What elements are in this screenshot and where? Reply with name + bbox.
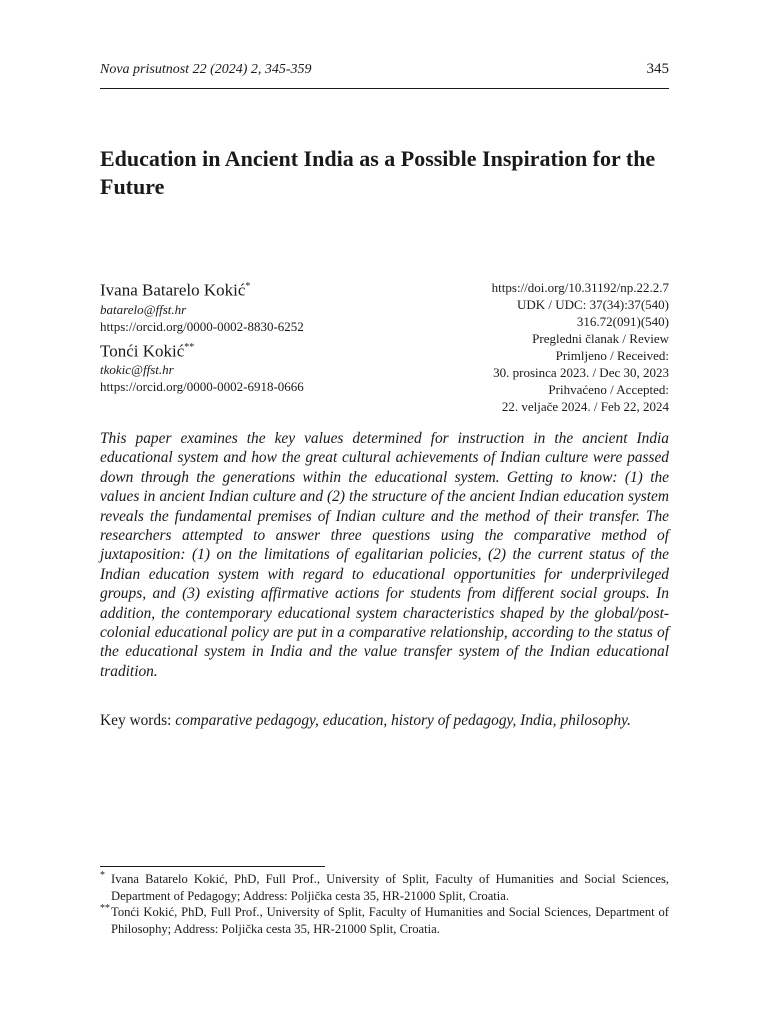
author-email[interactable]: tkokic@ffst.hr [100,362,174,378]
received-label: Primljeno / Received: [555,348,669,363]
author-name: Tonći Kokić** [100,341,195,361]
keywords [100,711,669,730]
author-email[interactable]: batarelo@ffst.hr [100,301,187,317]
author-1 [100,276,420,335]
author-name: Ivana Batarelo Kokić* [100,280,251,300]
footnote-1 [100,871,669,904]
footnotes [100,871,669,937]
received-date: 30. prosinca 2023. / Dec 30, 2023 [493,365,669,380]
footnote-mark: * [100,870,105,881]
author-orcid-link[interactable]: https://orcid.org/0000-0002-8830-6252 [100,318,304,334]
author-footnote-mark: * [245,281,251,292]
udk-line-1: UDK / UDC: 37(34):37(540) [516,297,669,312]
author-block [100,276,420,395]
author-2 [100,337,420,396]
footnote-divider [100,866,325,867]
article-metadata [409,279,669,415]
footnote-mark: ** [100,903,110,914]
article-title: Education in Ancient India as a Possible Inspiration for the Future [100,146,656,199]
running-header [100,60,669,89]
author-orcid-link[interactable]: https://orcid.org/0000-0002-6918-0666 [100,379,304,395]
accepted-date: 22. veljače 2024. / Feb 22, 2024 [501,399,669,414]
page-number: 345 [646,61,669,77]
footnote-text: Ivana Batarelo Kokić, PhD, Full Prof., University of Split, Faculty of Humanities and Social Sciences, Department of Pedagogy; Address: Poljička cesta 35, HR-21000 Split, Croatia. [111,872,669,903]
accepted-label: Prihvaćeno / Accepted: [548,382,669,397]
footnote-text: Tonći Kokić, PhD, Full Prof., University of Split, Faculty of Humanities and Social Sciences, Department of Philosophy; Address: Poljička cesta 35, HR-21000 Split, Croatia. [111,905,669,936]
udk-line-2: 316.72(091)(540) [576,314,669,329]
abstract: This paper examines the key values determined for instruction in the ancient India educational system and how the great cultural achievements of Indian culture were passed down through the generations within the educational system. Getting to know: (1) the values in ancient Indian culture and (2) the structure of the ancient Indian education system reveals the fundamental premises of Indian culture and the method of their transfer. The researchers attempted to answer three questions using the comparative method of juxtaposition: (1) on the limitations of egalitarian policies, (2) the current status of the Indian education system with regard to educational opportunities for underprivileged groups, and (3) existing affirmative actions for students from different social groups. In addition, the contemporary educational system characteristics shaped by the global/post-colonial educational policy are put in a comparative relationship, according to the status of the educational system in India and the value transfer system of the Indian educational tradition. [100,430,669,680]
doi-link[interactable]: https://doi.org/10.31192/np.22.2.7 [491,280,669,295]
keywords-list: comparative pedagogy, education, history of pedagogy, India, philosophy. [175,712,631,729]
journal-citation: Nova prisutnost 22 (2024) 2, 345-359 [100,62,312,77]
footnote-2 [100,904,669,937]
article-type: Pregledni članak / Review [532,331,669,346]
author-footnote-mark: ** [184,341,195,353]
keywords-label: Key words: [100,712,172,729]
